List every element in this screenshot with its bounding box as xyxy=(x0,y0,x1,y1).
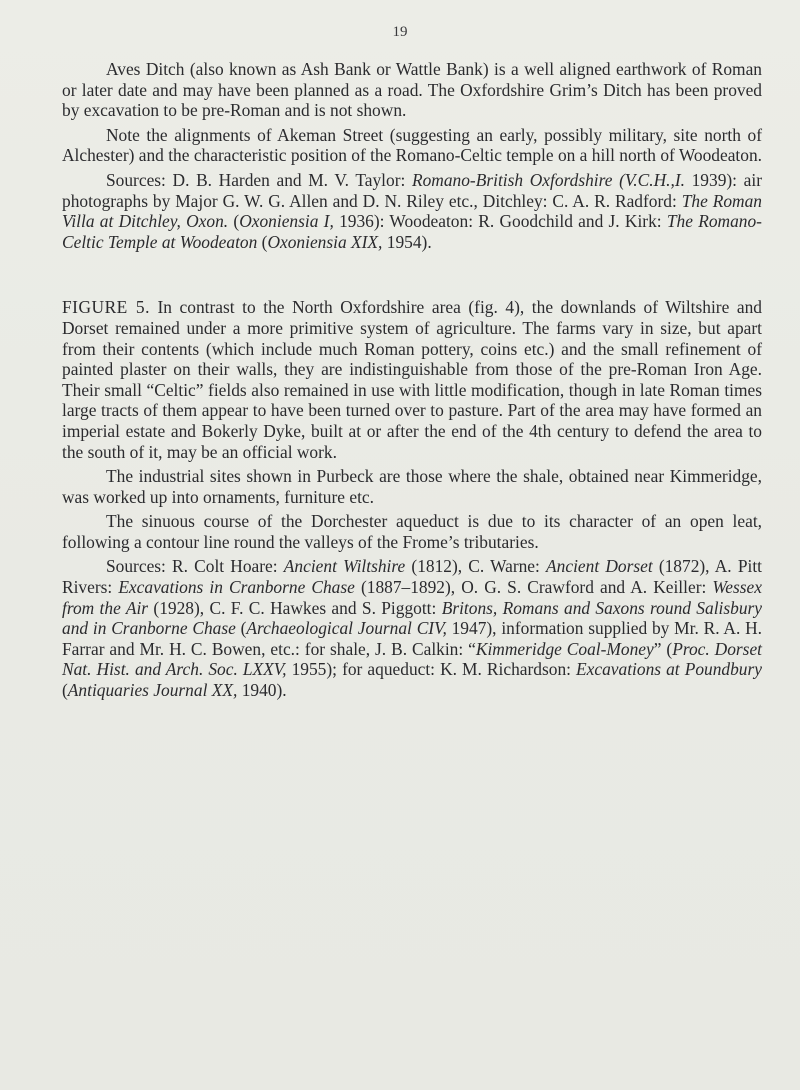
paragraph-figure-5 xyxy=(62,297,762,462)
italic-citation-text: Kimmeridge Coal-Money xyxy=(475,638,654,659)
italic-citation-text: Antiquaries Journal XX, xyxy=(67,680,238,701)
paragraph-text-run: Note the alignments of Akeman Street (suggesting an early, possibly military, site north of Alchester) and the characteristic position of the Romano-Celtic temple on a hill north of Woodeaton. xyxy=(62,124,762,166)
paragraph-text-run: 1939): air photographs by Major G. W. G. Allen and D. N. Riley etc., Ditchley: C. A. R. Radford: xyxy=(62,169,762,211)
paragraph-text-run: ” ( xyxy=(653,638,673,659)
paragraph-text-run: (1872), A. Pitt Rivers: xyxy=(62,556,762,598)
italic-citation-text: Wessex from the Air xyxy=(62,577,762,618)
italic-citation-text: Oxoniensia XIX, xyxy=(267,231,383,252)
paragraph-text-run: 1954). xyxy=(382,231,432,252)
italic-citation-text: Excavations at Poundbury xyxy=(576,659,762,680)
paragraph-text-run: In contrast to the North Oxfordshire area (fig. 4), the downlands of Wiltshire and Dorset remained under a more primitive system of agriculture. The farms vary in size, but apart from their contents (which include much Roman pottery, coins etc.) and the small refinement of painted plaster on their walls, they are indistinguishable from those of the pre-Roman Iron Age. Their small “Celtic” fields also remained in use with little modification, though in late Roman times large tracts of them appear to have been turned over to pasture. Part of the area may have formed an imperial estate and Bokerly Dyke, built at or after the end of the 4th century to defend the area to the south of it, may be an official work. xyxy=(62,297,762,462)
italic-citation-text: Romano-British Oxfordshire (V.C.H.,I. xyxy=(411,169,685,190)
paragraph-text-run: 1947), information supplied by Mr. R. A. H. Farrar and Mr. H. C. Bowen, etc.: for shale, J. B. Calkin: “ xyxy=(62,618,762,659)
paragraph-text-run: 1936): Woodeaton: R. Goodchild and J. Kirk: xyxy=(333,211,667,232)
paragraph-text-run: ( xyxy=(62,680,68,701)
paragraph-text-run: (1812), C. Warne: xyxy=(405,556,547,577)
paragraph-text-run: FIGURE 5. xyxy=(62,297,150,318)
italic-citation-text: Archaeological Journal CIV, xyxy=(246,618,447,639)
paragraph-text-run: 1955); for aqueduct: K. M. Richardson: xyxy=(286,659,577,680)
paragraph-sources-oxfordshire xyxy=(62,170,762,252)
paragraph-text-run: ( xyxy=(257,231,268,252)
paragraph-text-run: Sources: R. Colt Hoare: xyxy=(106,556,284,577)
paragraph-text-run: The sinuous course of the Dorchester aqueduct is due to its character of an open leat, following a contour line round the valleys of the Frome’s tributaries. xyxy=(62,511,762,552)
italic-citation-text: Ancient Dorset xyxy=(546,556,653,577)
italic-citation-text: Excavations in Cranborne Chase xyxy=(118,577,355,598)
italic-citation-text: The Romano-Celtic Temple at Woodeaton xyxy=(62,211,762,252)
italic-citation-text: Britons, Romans and Saxons round Salisbury and in Cranborne Chase xyxy=(62,597,763,639)
paragraph-dorchester-aqueduct xyxy=(62,511,762,552)
page-number: 19 xyxy=(392,24,408,40)
paragraph-text-run: ( xyxy=(228,211,240,232)
paragraph-text-run: (1928), C. F. C. Hawkes and S. Piggott: xyxy=(148,597,442,618)
paragraph-text-run: (1887–1892), O. G. S. Crawford and A. Keiller: xyxy=(354,577,713,598)
italic-citation-text: The Roman Villa at Ditchley, Oxon. xyxy=(62,190,763,232)
paragraph-text-run: Sources: D. B. Harden and M. V. Taylor: xyxy=(106,169,412,190)
paragraph-akeman-street xyxy=(62,125,762,166)
paragraph-text-run: ( xyxy=(235,618,247,639)
body-text xyxy=(62,59,762,705)
paragraph-aves-ditch xyxy=(62,59,762,121)
section-gap xyxy=(62,256,762,297)
paragraph-purbeck-industry xyxy=(62,466,762,507)
italic-citation-text: Proc. Dorset Nat. Hist. and Arch. Soc. LXXV, xyxy=(62,638,762,680)
italic-citation-text: Oxoniensia I, xyxy=(239,211,334,232)
paragraph-sources-wessex xyxy=(62,556,762,700)
paragraph-text-run: Aves Ditch (also known as Ash Bank or Wattle Bank) is a well aligned earthwork of Roman or later date and may have been planned as a road. The Oxfordshire Grim’s Ditch has been proved by excavation to be pre-Roman and is not shown. xyxy=(62,59,762,121)
italic-citation-text: Ancient Wiltshire xyxy=(283,556,406,577)
paragraph-text-run: The industrial sites shown in Purbeck are those where the shale, obtained near Kimmeridge, was worked up into ornaments, furniture etc. xyxy=(62,466,762,507)
paragraph-text-run: 1940). xyxy=(237,680,287,701)
